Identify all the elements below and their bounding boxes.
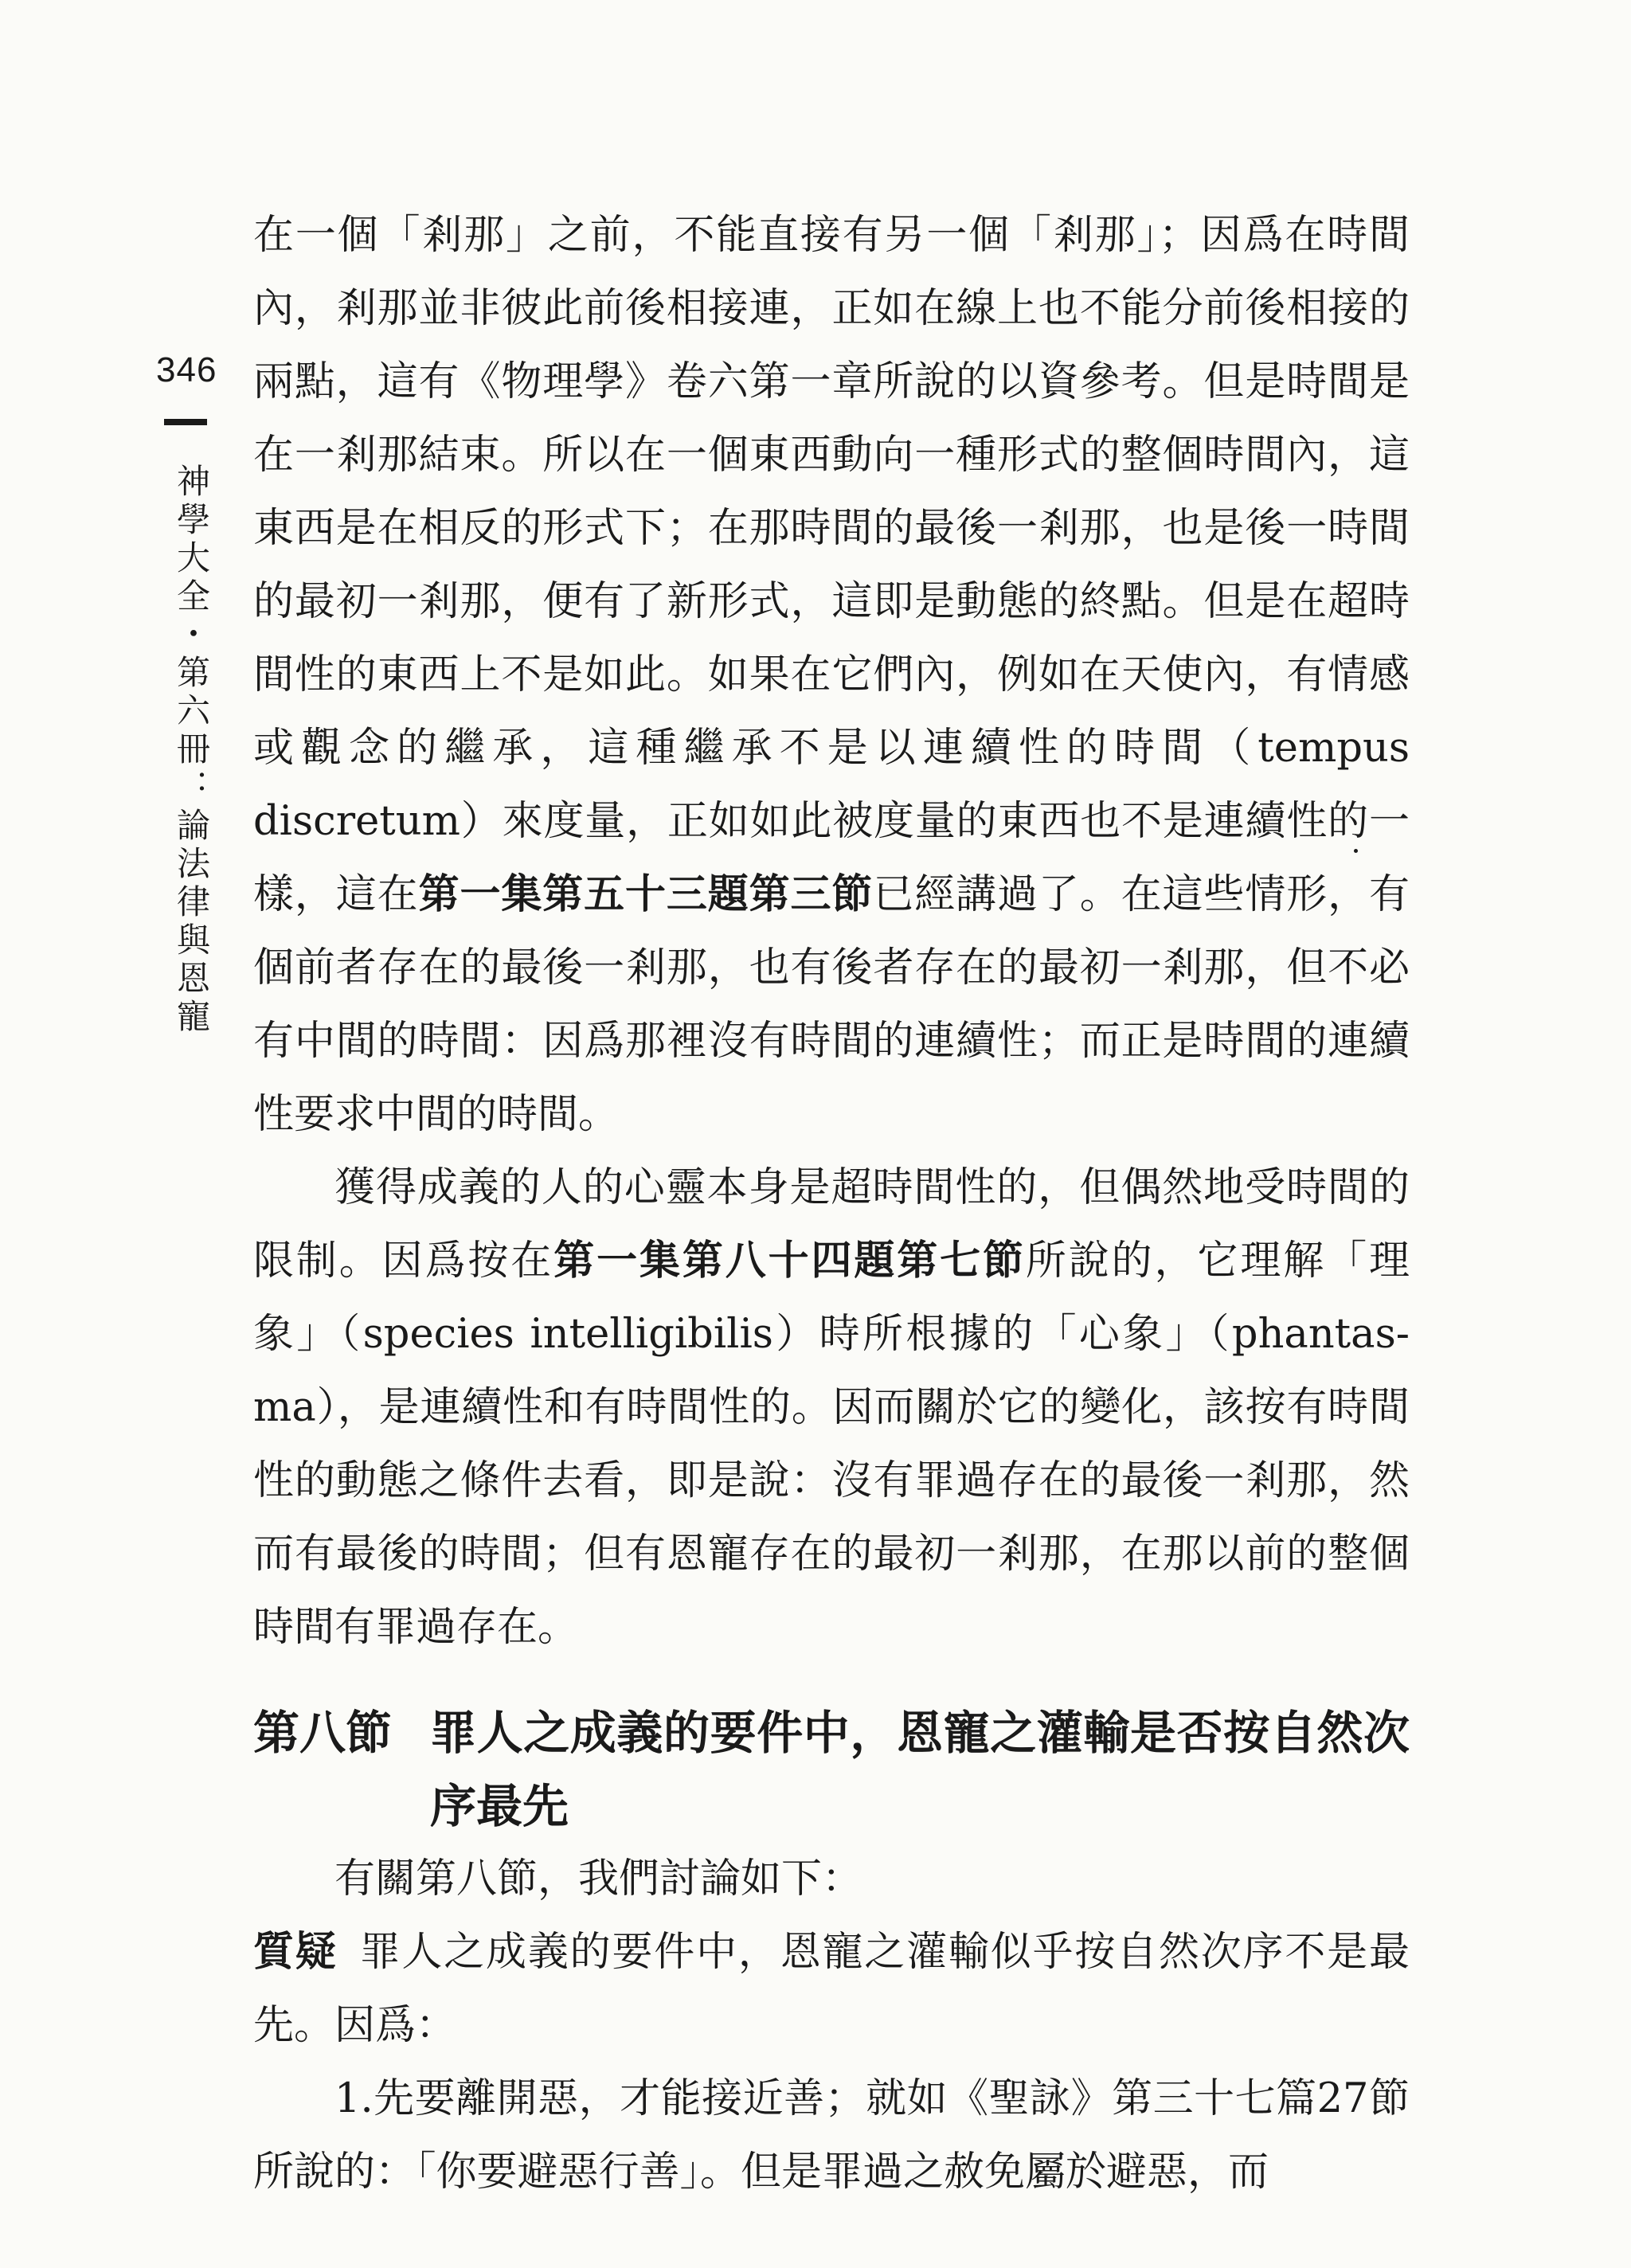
paragraph-2 <box>253 1152 1410 1664</box>
main-text <box>253 199 1410 2209</box>
section-title: 罪人之成義的要件中，恩寵之灌輸是否按自然次序最先 <box>430 1706 1410 1833</box>
paragraph-1-part-b: 已經講過了。在這些情形，有個前者存在的最後一剎那，也有後者存在的最初一剎那，但不必有中間的時間：因爲那裡沒有時間的連續性；而正是時間的連續性要求中間的時間。 <box>253 871 1410 1138</box>
intro-line: 有關第八節，我們討論如下： <box>334 1855 863 1902</box>
citation-bold-1: 第一集第五十三題第三節 <box>418 871 874 918</box>
citation-bold-2: 第一集第八十四題第七節 <box>553 1238 1026 1285</box>
question-paragraph <box>253 1916 1410 2063</box>
paragraph-1 <box>253 199 1410 1152</box>
margin-rule <box>164 419 207 425</box>
paragraph-2-part-b: 所說的，它理解「理象」（species intelligibilis）時所根據的「心象」（phantas-ma），是連續性和有時間性的。因而關於它的變化，該按有時間性的動態之條件去看，即是說：沒有罪過存在的最後一剎那，然而有最後的時間；但有恩寵存在的最初一剎那，在那以前的整個時間有罪過存在。 <box>253 1238 1410 1651</box>
paragraph-2-part-a: 獲得成義的人的心靈本身是超時間性的，但偶然地受時間的限制。因爲按在 <box>253 1164 1410 1285</box>
question-text: 罪人之成義的要件中，恩寵之灌輸似乎按自然次序不是最先。因爲： <box>253 1929 1410 2049</box>
section-label: 第八節 <box>253 1706 393 1760</box>
question-label: 質疑 <box>253 1929 338 1976</box>
paragraph-1-part-a: 在一個「剎那」之前，不能直接有另一個「剎那」；因爲在時間內，剎那並非彼此前後相接連，正如在線上也不能分前後相接的兩點，這有《物理學》卷六第一章所說的以資參考。但是時間是在一剎那結束。所以在一個東西動向一種形式的整個時間內，這東西是在相反的形式下；在那時間的最後一剎那，也是後一時間的最初一剎那，便有了新形式，這即是動態的終點。但是在超時間性的東西上不是如此。如果在它們內，例如在天使內，有情感或觀念的繼承，這種繼承不是以連續性的時間（tempus discretum）來度量，正如如此被度量的東西也不是連續性的一樣，這在 <box>253 212 1410 918</box>
running-title: 神學大全・第六冊：論法律與恩寵 <box>172 463 211 1037</box>
section-heading <box>253 1696 1410 1843</box>
point-1: 1.先要離開惡，才能接近善；就如《聖詠》第三十七篇27節所說的：「你要避惡行善」。但是罪過之赦免屬於避惡，而 <box>253 2075 1410 2196</box>
page-number: 346 <box>156 350 217 389</box>
